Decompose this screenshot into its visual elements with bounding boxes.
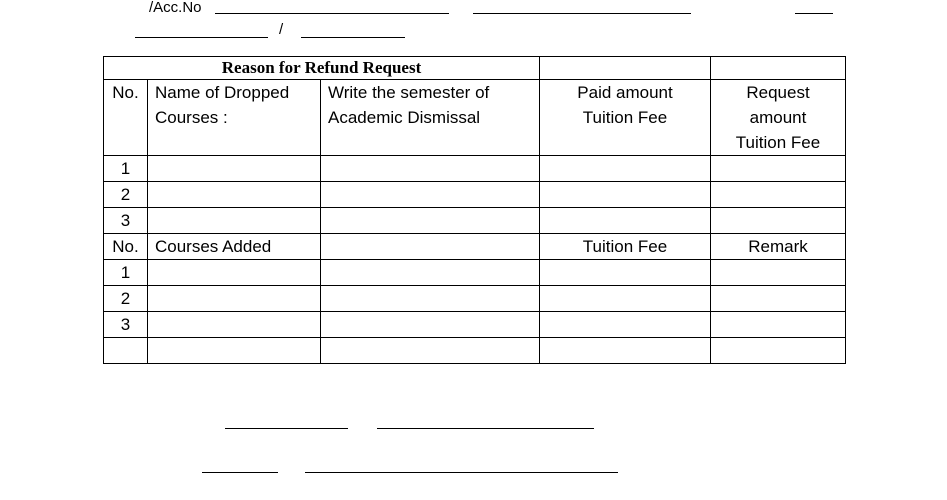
tuition-fee-cell[interactable] (540, 312, 711, 338)
row-number: 1 (104, 156, 148, 182)
table-row (104, 338, 846, 364)
signature-field-3[interactable] (202, 472, 278, 473)
paid-amount-cell[interactable] (540, 156, 711, 182)
title-blank-cell-1[interactable] (540, 57, 711, 80)
table-title: Reason for Refund Request (104, 57, 540, 80)
dropped-course-cell[interactable] (148, 156, 321, 182)
header-paid-amount: Paid amount Tuition Fee (540, 80, 711, 156)
added-header-row (104, 234, 846, 260)
header-no: No. (104, 80, 148, 156)
dropped-course-cell[interactable] (148, 208, 321, 234)
semester-cell[interactable] (321, 182, 540, 208)
tuition-fee-cell[interactable] (540, 286, 711, 312)
acc-no-field[interactable] (215, 13, 449, 14)
added-course-cell[interactable] (148, 286, 321, 312)
paid-amount-cell[interactable] (540, 182, 711, 208)
table-row (104, 312, 846, 338)
signature-field-2[interactable] (377, 428, 594, 429)
date-separator: / (279, 21, 284, 38)
remark-cell[interactable] (711, 260, 846, 286)
dropped-course-cell[interactable] (148, 182, 321, 208)
semester-cell[interactable] (321, 208, 540, 234)
added-header-no: No. (104, 234, 148, 260)
table-row (104, 260, 846, 286)
total-blank-cell[interactable] (104, 338, 148, 364)
total-blank-cell[interactable] (711, 338, 846, 364)
top-field-2[interactable] (473, 13, 691, 14)
table-row (104, 208, 846, 234)
semester-cell[interactable] (321, 156, 540, 182)
tuition-fee-cell[interactable] (540, 260, 711, 286)
added-course-cell[interactable] (148, 260, 321, 286)
request-amount-cell[interactable] (711, 156, 846, 182)
remark-cell[interactable] (711, 312, 846, 338)
date-field-2[interactable] (301, 37, 405, 38)
added-blank-cell[interactable] (321, 260, 540, 286)
table-row (104, 156, 846, 182)
header-request-amount: Request amount Tuition Fee (711, 80, 846, 156)
total-blank-cell[interactable] (321, 338, 540, 364)
refund-request-table (103, 56, 846, 364)
header-dropped-courses: Name of Dropped Courses : (148, 80, 321, 156)
table-row (104, 286, 846, 312)
title-blank-cell-2[interactable] (711, 57, 846, 80)
request-amount-cell[interactable] (711, 208, 846, 234)
remark-cell[interactable] (711, 286, 846, 312)
top-field-3[interactable] (795, 13, 833, 14)
paid-amount-cell[interactable] (540, 208, 711, 234)
table-row (104, 182, 846, 208)
added-blank-cell[interactable] (321, 286, 540, 312)
date-field-1[interactable] (135, 37, 268, 38)
row-number: 1 (104, 260, 148, 286)
added-blank-cell[interactable] (321, 312, 540, 338)
header-semester: Write the semester of Academic Dismissal (321, 80, 540, 156)
row-number: 3 (104, 312, 148, 338)
added-course-cell[interactable] (148, 312, 321, 338)
row-number: 2 (104, 182, 148, 208)
header-tuition-fee: Tuition Fee (540, 234, 711, 260)
header-courses-added: Courses Added (148, 234, 321, 260)
header-remark: Remark (711, 234, 846, 260)
row-number: 2 (104, 286, 148, 312)
signature-field-4[interactable] (305, 472, 618, 473)
added-header-blank[interactable] (321, 234, 540, 260)
total-blank-cell[interactable] (148, 338, 321, 364)
total-blank-cell[interactable] (540, 338, 711, 364)
request-amount-cell[interactable] (711, 182, 846, 208)
row-number: 3 (104, 208, 148, 234)
acc-no-label: /Acc.No (149, 0, 202, 16)
signature-field-1[interactable] (225, 428, 348, 429)
